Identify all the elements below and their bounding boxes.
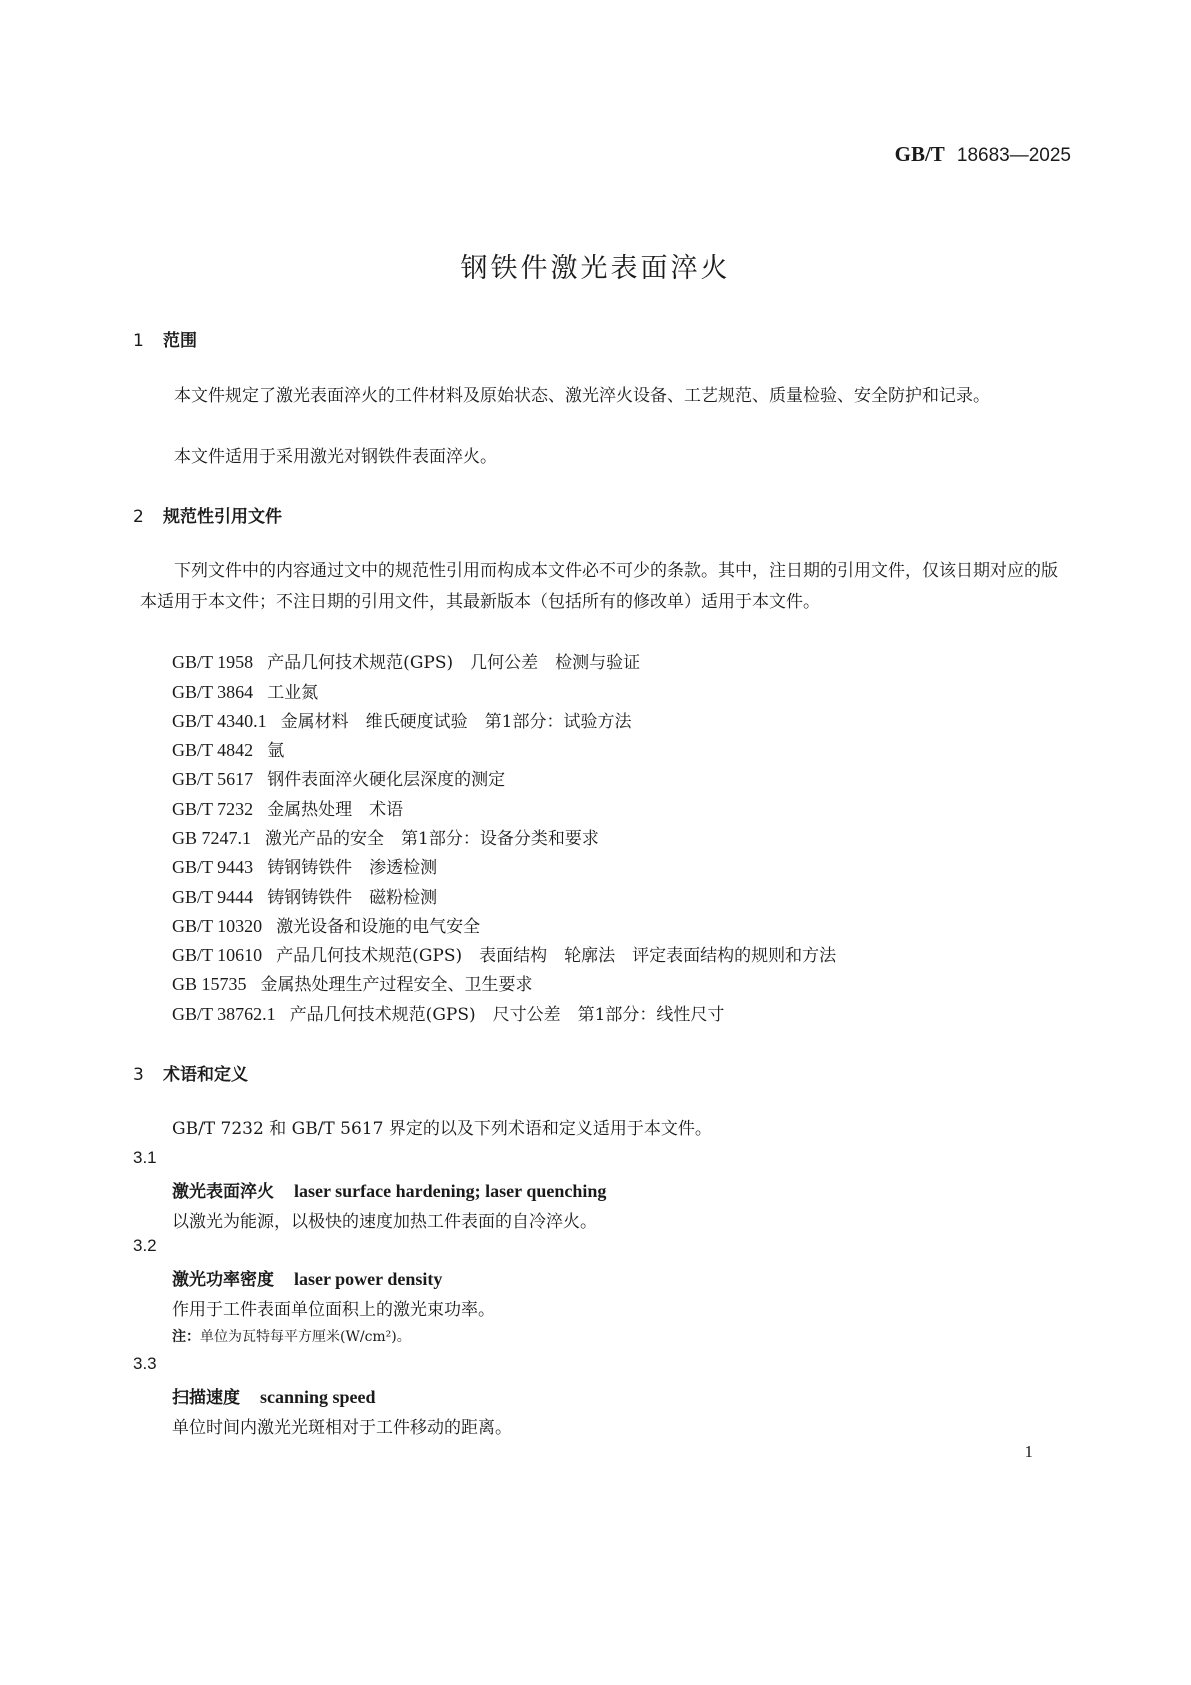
- reference-item: GB/T 4842 氩: [172, 740, 285, 761]
- scope-paragraph-1: 本文件规定了激光表面淬火的工件材料及原始状态、激光淬火设备、工艺规范、质量检验、安全防护和记录。: [174, 386, 990, 406]
- term-number: 3.2: [133, 1236, 157, 1255]
- page-number: 1: [1024, 1442, 1033, 1461]
- document-title: 钢铁件激光表面淬火: [460, 253, 731, 284]
- terms-intro: GB/T 7232 和 GB/T 5617 界定的以及下列术语和定义适用于本文件。: [172, 1119, 712, 1139]
- term-number: 3.3: [133, 1354, 157, 1373]
- standard-code: GB/T: [894, 142, 945, 166]
- standard-number: [895, 142, 1071, 167]
- reference-item: GB/T 9443 铸钢铸铁件 渗透检测: [172, 857, 438, 878]
- section-number: 1: [133, 331, 144, 351]
- section-2-heading: [133, 502, 282, 527]
- reference-item: GB 7247.1 激光产品的安全 第1部分：设备分类和要求: [172, 828, 599, 849]
- reference-item: GB/T 10320 激光设备和设施的电气安全: [172, 916, 481, 937]
- section-title: 术语和定义: [163, 1065, 248, 1085]
- scope-paragraph-2: 本文件适用于采用激光对钢铁件表面淬火。: [174, 447, 497, 467]
- reference-item: GB/T 10610 产品几何技术规范(GPS) 表面结构 轮廓法 评定表面结构的规则和方法: [172, 945, 837, 966]
- reference-item: GB 15735 金属热处理生产过程安全、卫生要求: [172, 974, 533, 995]
- reference-item: GB/T 7232 金属热处理 术语: [172, 799, 404, 820]
- reference-item: GB/T 5617 钢件表面淬火硬化层深度的测定: [172, 769, 506, 790]
- standard-year-number: 18683—2025: [956, 145, 1071, 166]
- term-note: 注：单位为瓦特每平方厘米(W/cm²)。: [172, 1329, 411, 1345]
- reference-item: GB/T 1958 产品几何技术规范(GPS) 几何公差 检测与验证: [172, 652, 641, 673]
- section-3-heading: [133, 1060, 248, 1085]
- reference-item: GB/T 9444 铸钢铸铁件 磁粉检测: [172, 887, 438, 908]
- term-definition: 作用于工件表面单位面积上的激光束功率。: [172, 1300, 495, 1320]
- term-number: 3.1: [133, 1148, 157, 1167]
- section-title: 规范性引用文件: [163, 507, 282, 527]
- normative-refs-intro: 下列文件中的内容通过文中的规范性引用而构成本文件必不可少的条款。其中，注日期的引用文件，仅该日期对应的版本适用于本文件；不注日期的引用文件，其最新版本（包括所有的修改单）适用于本文件。: [140, 561, 1058, 612]
- reference-item: GB/T 3864 工业氮: [172, 682, 319, 703]
- section-1-heading: [133, 326, 197, 351]
- term-heading: 激光表面淬火 laser surface hardening; laser quenching: [172, 1181, 607, 1202]
- term-heading: 扫描速度 scanning speed: [172, 1387, 376, 1408]
- term-definition: 以激光为能源，以极快的速度加热工件表面的自冷淬火。: [172, 1212, 597, 1232]
- section-title: 范围: [163, 331, 197, 351]
- section-number: 3: [133, 1065, 144, 1085]
- section-number: 2: [133, 507, 144, 527]
- reference-item: GB/T 38762.1 产品几何技术规范(GPS) 尺寸公差 第1部分：线性尺寸: [172, 1004, 725, 1025]
- term-definition: 单位时间内激光光斑相对于工件移动的距离。: [172, 1418, 512, 1438]
- term-heading: 激光功率密度 laser power density: [172, 1269, 443, 1290]
- reference-item: GB/T 4340.1 金属材料 维氏硬度试验 第1部分：试验方法: [172, 711, 632, 732]
